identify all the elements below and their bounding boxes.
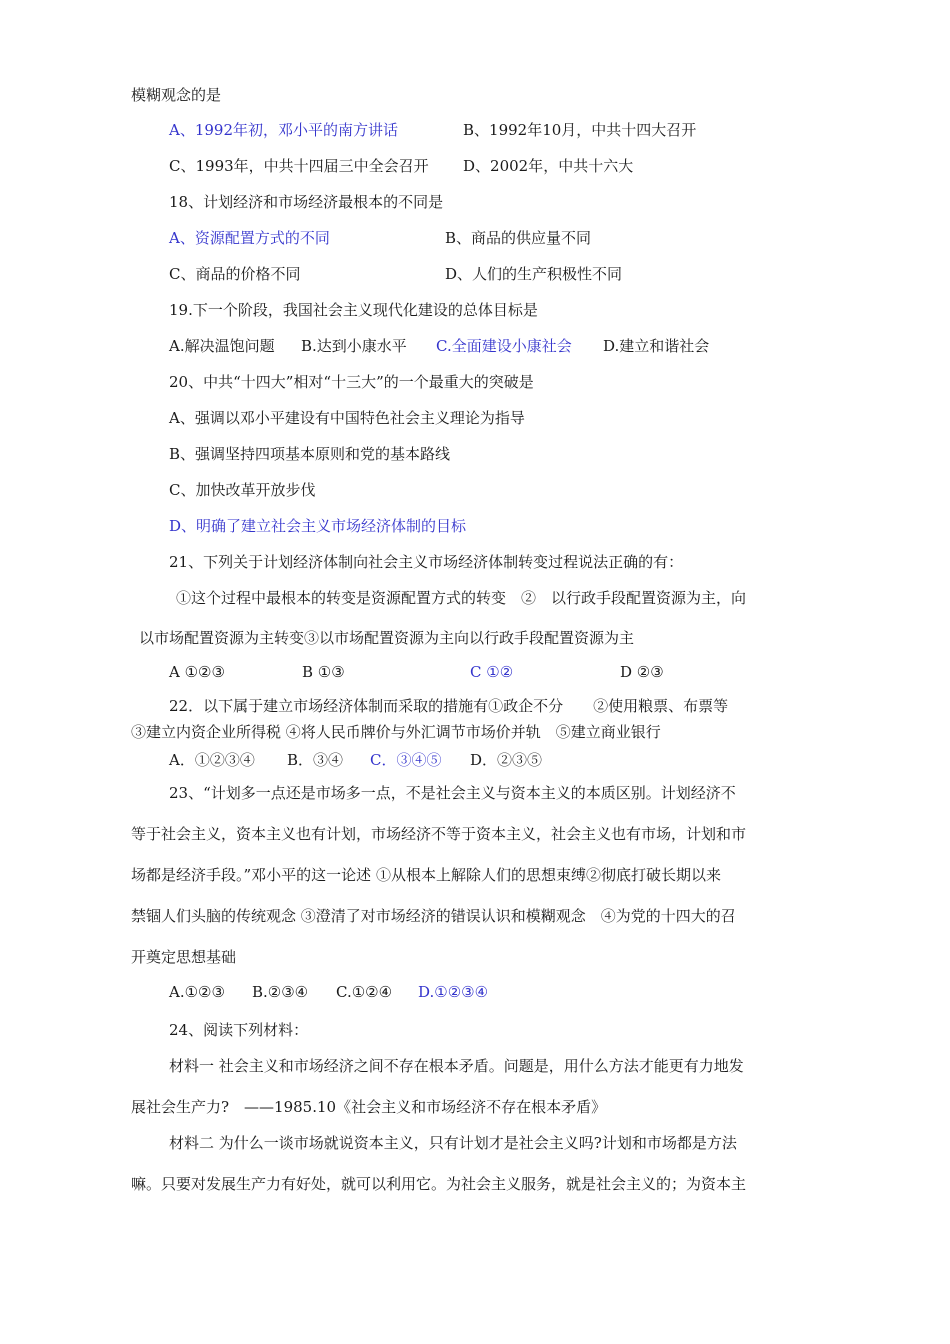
q20-option-a: A、强调以邓小平建设有中国特色社会主义理论为指导 [169, 409, 525, 427]
q20-option-b: B、强调坚持四项基本原则和党的基本路线 [169, 445, 451, 463]
q24-stem: 24、阅读下列材料： [169, 1021, 309, 1039]
q21-text-2: 以市场配置资源为主转变③以市场配置资源为主向以行政手段配置资源为主 [139, 629, 635, 647]
material-2-text-2: 嘛。只要对发展生产力有好处，就可以利用它。为社会主义服务，就是社会主义的；为资本主 [131, 1175, 747, 1193]
q23-text-5: 开奠定思想基础 [131, 948, 237, 966]
q17-option-d: D、2002年，中共十六大 [463, 157, 634, 175]
q22-option-d: D．②③⑤ [470, 751, 543, 769]
q23-text-4: 禁锢人们头脑的传统观念 ③澄清了对市场经济的错误认识和模糊观念 ④为党的十四大的召 [131, 907, 736, 925]
q23-option-a: A.①②③ [169, 983, 225, 1001]
q22-option-c: C．③④⑤ [370, 751, 442, 769]
q17-option-a: A、1992年初，邓小平的南方讲话 [169, 121, 399, 139]
q17-option-c: C、1993年，中共十四届三中全会召开 [169, 157, 429, 175]
q19-option-d: D.建立和谐社会 [603, 337, 710, 355]
q18-option-c: C、商品的价格不同 [169, 265, 301, 283]
q23-text-2: 等于社会主义，资本主义也有计划，市场经济不等于资本主义，社会主义也有市场，计划和市 [131, 825, 747, 843]
material-1-text-1: 材料一 社会主义和市场经济之间不存在根本矛盾。问题是，用什么方法才能更有力地发 [169, 1057, 744, 1075]
q19-option-b: B.达到小康水平 [301, 337, 407, 355]
q23-option-c: C.①②④ [336, 983, 393, 1001]
q23-text-1: 23、“计划多一点还是市场多一点，不是社会主义与资本主义的本质区别。计划经济不 [169, 784, 736, 802]
q19-option-a: A.解决温饱问题 [169, 337, 275, 355]
q19-stem: 19.下一个阶段，我国社会主义现代化建设的总体目标是 [169, 301, 538, 319]
q20-option-d: D、明确了建立社会主义市场经济体制的目标 [169, 517, 467, 535]
q22-text-1: 22．以下属于建立市场经济体制而采取的措施有①政企不分 ②使用粮票、布票等 [169, 697, 729, 715]
q21-stem: 21、下列关于计划经济体制向社会主义市场经济体制转变过程说法正确的有： [169, 553, 684, 571]
q21-text-1: ①这个过程中最根本的转变是资源配置方式的转变 ② 以行政手段配置资源为主，向 [176, 589, 747, 607]
q22-text-2: ③建立内资企业所得税 ④将人民币牌价与外汇调节市场价并轨 ⑤建立商业银行 [131, 723, 661, 741]
text-line: 模糊观念的是 [131, 86, 222, 104]
q21-option-c: C ①② [470, 663, 514, 681]
q22-option-b: B．③④ [287, 751, 344, 769]
q21-option-d: D ②③ [620, 663, 664, 681]
material-1-text-2: 展社会生产力? ——1985.10《社会主义和市场经济不存在根本矛盾》 [131, 1098, 607, 1116]
q19-option-c: C.全面建设小康社会 [436, 337, 572, 355]
q23-text-3: 场都是经济手段。”邓小平的这一论述 ①从根本上解除人们的思想束缚②彻底打破长期以来 [131, 866, 721, 884]
q22-option-a: A．①②③④ [169, 751, 255, 769]
q23-option-d: D.①②③④ [418, 983, 489, 1001]
q21-option-b: B ①③ [302, 663, 345, 681]
q20-option-c: C、加快改革开放步伐 [169, 481, 316, 499]
q21-option-a: A ①②③ [169, 663, 225, 681]
q18-option-d: D、人们的生产积极性不同 [445, 265, 623, 283]
q17-option-b: B、1992年10月，中共十四大召开 [463, 121, 697, 139]
q23-option-b: B.②③④ [252, 983, 309, 1001]
q20-stem: 20、中共“十四大”相对“十三大”的一个最重大的突破是 [169, 373, 534, 391]
material-2-text-1: 材料二 为什么一谈市场就说资本主义，只有计划才是社会主义吗?计划和市场都是方法 [169, 1134, 737, 1152]
q18-option-b: B、商品的供应量不同 [445, 229, 592, 247]
q18-stem: 18、计划经济和市场经济最根本的不同是 [169, 193, 444, 211]
q18-option-a: A、资源配置方式的不同 [169, 229, 330, 247]
